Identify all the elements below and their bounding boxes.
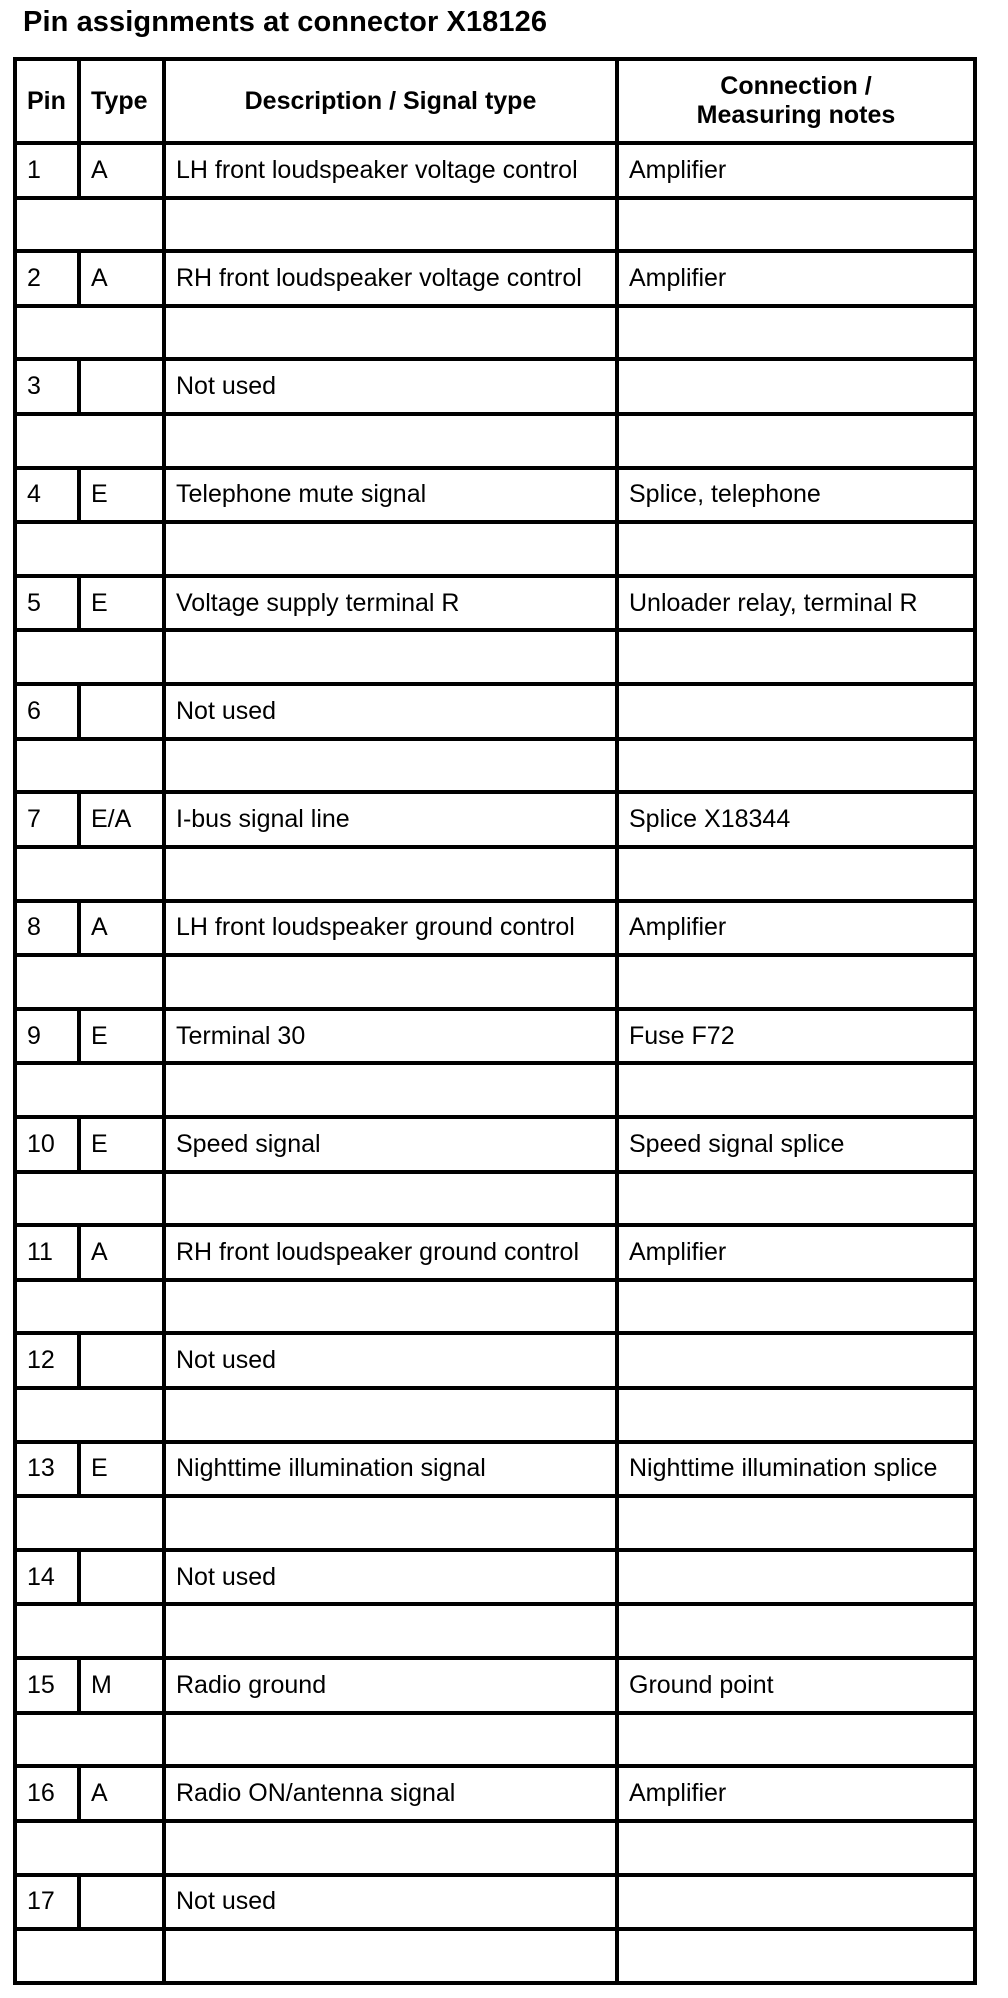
cell-connection: Unloader relay, terminal R [617,576,975,631]
spacer-cell [15,522,164,576]
cell-pin: 5 [15,576,79,631]
table-row [15,1658,975,1713]
cell-pin: 7 [15,792,79,847]
cell-type [79,359,164,414]
spacer-row [15,1063,975,1117]
cell-type: E [79,1117,164,1172]
spacer-row [15,1172,975,1226]
spacer-cell [15,1063,164,1117]
cell-description: Nighttime illumination signal [164,1442,617,1497]
cell-pin: 16 [15,1766,79,1821]
spacer-cell [617,414,975,468]
cell-connection: Ground point [617,1658,975,1713]
cell-description: I-bus signal line [164,792,617,847]
spacer-row [15,1388,975,1442]
cell-description: RH front loudspeaker voltage control [164,251,617,306]
spacer-cell [617,1496,975,1550]
spacer-row [15,739,975,793]
spacer-cell [164,1713,617,1767]
cell-connection: Amplifier [617,1766,975,1821]
cell-pin: 4 [15,468,79,523]
table-row [15,251,975,306]
header-connection-line1: Connection / [720,72,872,101]
table-row [15,1875,975,1930]
cell-description: Voltage supply terminal R [164,576,617,631]
cell-description: LH front loudspeaker voltage control [164,143,617,198]
cell-description: RH front loudspeaker ground control [164,1225,617,1280]
spacer-cell [164,1929,617,1983]
spacer-row [15,630,975,684]
spacer-cell [15,955,164,1009]
cell-pin: 11 [15,1225,79,1280]
page-title: Pin assignments at connector X18126 [23,6,548,38]
spacer-cell [164,1388,617,1442]
cell-type [79,1333,164,1388]
spacer-cell [15,1821,164,1875]
spacer-cell [617,739,975,793]
table-row [15,684,975,739]
cell-connection [617,684,975,739]
cell-pin: 13 [15,1442,79,1497]
cell-pin: 15 [15,1658,79,1713]
spacer-cell [15,1388,164,1442]
spacer-cell [617,306,975,360]
cell-connection [617,1875,975,1930]
spacer-cell [164,847,617,901]
spacer-cell [15,198,164,252]
cell-description: Not used [164,359,617,414]
table-row [15,1442,975,1497]
table-row [15,1333,975,1388]
spacer-cell [164,1063,617,1117]
spacer-cell [617,1929,975,1983]
cell-type [79,1875,164,1930]
table-row [15,1009,975,1064]
cell-pin: 9 [15,1009,79,1064]
cell-description: Terminal 30 [164,1009,617,1064]
cell-description: Not used [164,1333,617,1388]
table-header-row [15,59,975,143]
table-row [15,143,975,198]
table-row [15,359,975,414]
spacer-row [15,522,975,576]
spacer-cell [617,1604,975,1658]
spacer-cell [164,198,617,252]
cell-connection: Speed signal splice [617,1117,975,1172]
spacer-cell [15,1496,164,1550]
spacer-cell [164,1496,617,1550]
spacer-cell [15,1280,164,1334]
table-row [15,468,975,523]
spacer-cell [617,630,975,684]
table-row [15,576,975,631]
spacer-cell [164,1172,617,1226]
table-row [15,1117,975,1172]
spacer-cell [617,1172,975,1226]
cell-type: A [79,901,164,956]
spacer-cell [164,414,617,468]
cell-description: Radio ON/antenna signal [164,1766,617,1821]
spacer-cell [164,1604,617,1658]
spacer-cell [617,1280,975,1334]
cell-description: LH front loudspeaker ground control [164,901,617,956]
spacer-cell [164,522,617,576]
cell-pin: 6 [15,684,79,739]
spacer-cell [15,1713,164,1767]
spacer-cell [617,847,975,901]
cell-type: E [79,1009,164,1064]
spacer-cell [15,630,164,684]
spacer-cell [15,1929,164,1983]
spacer-cell [617,1821,975,1875]
cell-pin: 3 [15,359,79,414]
spacer-cell [164,739,617,793]
spacer-cell [164,306,617,360]
cell-description: Not used [164,1550,617,1605]
spacer-cell [164,955,617,1009]
cell-connection [617,359,975,414]
cell-type: A [79,143,164,198]
spacer-row [15,1280,975,1334]
spacer-cell [15,414,164,468]
table-row [15,1766,975,1821]
cell-type [79,1550,164,1605]
cell-connection: Nighttime illumination splice [617,1442,975,1497]
cell-type: E [79,576,164,631]
table-row [15,901,975,956]
header-type: Type [79,59,164,143]
spacer-row [15,1713,975,1767]
cell-pin: 12 [15,1333,79,1388]
cell-description: Not used [164,684,617,739]
spacer-row [15,955,975,1009]
spacer-cell [164,1821,617,1875]
cell-connection: Amplifier [617,901,975,956]
cell-type: E [79,468,164,523]
spacer-row [15,847,975,901]
cell-pin: 17 [15,1875,79,1930]
spacer-cell [15,847,164,901]
spacer-cell [617,1063,975,1117]
cell-description: Not used [164,1875,617,1930]
cell-type: E [79,1442,164,1497]
cell-type: E/A [79,792,164,847]
spacer-cell [15,739,164,793]
spacer-row [15,1496,975,1550]
cell-description: Speed signal [164,1117,617,1172]
header-pin: Pin [15,59,79,143]
spacer-cell [15,1172,164,1226]
header-connection-line2: Measuring notes [696,101,896,129]
cell-connection: Amplifier [617,1225,975,1280]
spacer-cell [164,1280,617,1334]
header-connection [617,59,975,143]
table-row [15,792,975,847]
cell-type: A [79,1766,164,1821]
spacer-row [15,198,975,252]
spacer-row [15,1604,975,1658]
cell-type: A [79,1225,164,1280]
spacer-row [15,414,975,468]
cell-pin: 10 [15,1117,79,1172]
cell-pin: 1 [15,143,79,198]
spacer-row [15,306,975,360]
cell-connection [617,1550,975,1605]
cell-type [79,684,164,739]
table-row [15,1225,975,1280]
cell-type: A [79,251,164,306]
table-body [15,143,975,1983]
cell-pin: 14 [15,1550,79,1605]
cell-connection: Splice, telephone [617,468,975,523]
spacer-cell [617,522,975,576]
spacer-cell [164,630,617,684]
spacer-row [15,1821,975,1875]
cell-description: Radio ground [164,1658,617,1713]
cell-pin: 8 [15,901,79,956]
spacer-cell [617,955,975,1009]
spacer-cell [15,1604,164,1658]
header-description: Description / Signal type [164,59,617,143]
cell-connection: Amplifier [617,251,975,306]
cell-connection: Splice X18344 [617,792,975,847]
cell-connection: Fuse F72 [617,1009,975,1064]
spacer-cell [617,198,975,252]
spacer-cell [15,306,164,360]
spacer-cell [617,1713,975,1767]
spacer-row [15,1929,975,1983]
cell-connection [617,1333,975,1388]
pin-assignment-table [13,57,977,1985]
cell-type: M [79,1658,164,1713]
table-row [15,1550,975,1605]
spacer-cell [617,1388,975,1442]
cell-pin: 2 [15,251,79,306]
cell-connection: Amplifier [617,143,975,198]
cell-description: Telephone mute signal [164,468,617,523]
